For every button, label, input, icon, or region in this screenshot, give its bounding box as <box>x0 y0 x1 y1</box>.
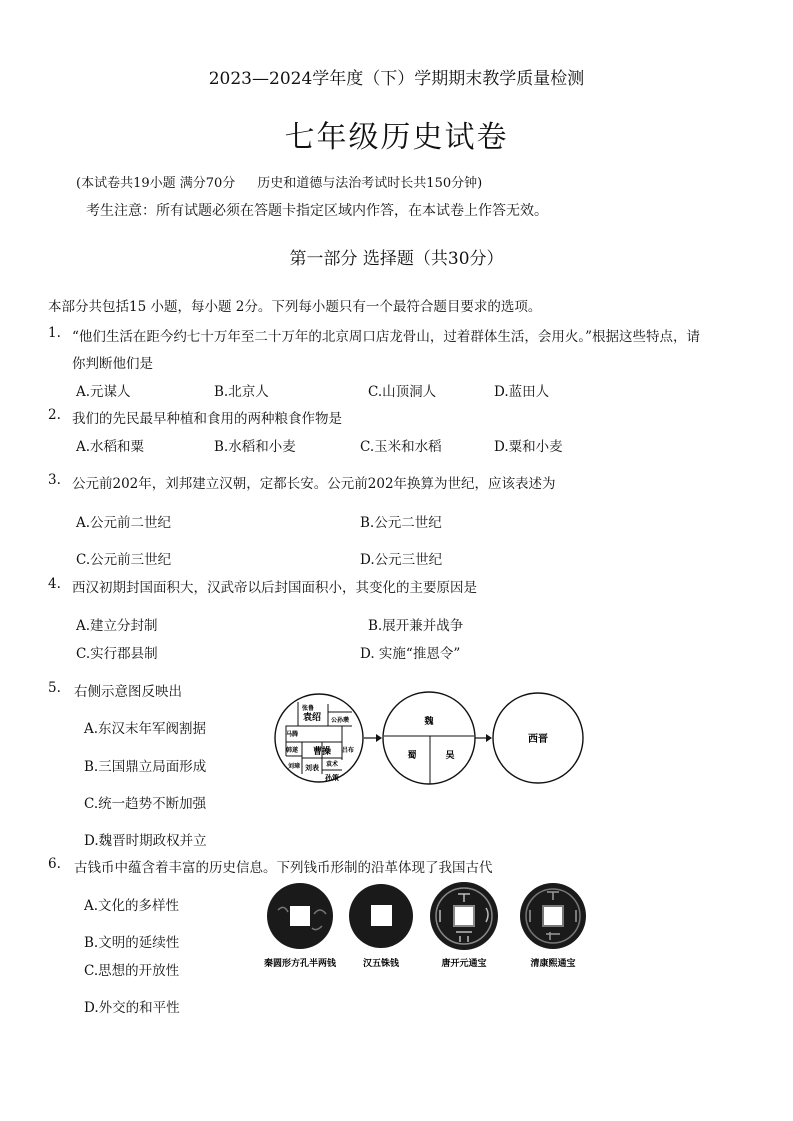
diagram-label: 袁术 <box>325 761 339 768</box>
diagram-label: 袁绍 <box>302 713 322 723</box>
exam-notice: 考生注意：所有试题必须在答题卡指定区域内作答，在本试卷上作答无效。 <box>86 203 548 219</box>
exam-info <box>76 172 482 191</box>
option-b[interactable]: B.展开兼并战争 <box>368 618 464 634</box>
diagram-label: 韩遂 <box>285 747 299 754</box>
qin-banliang-coin-icon <box>267 883 333 949</box>
option-a[interactable]: A.东汉末年军阀割据 <box>84 721 207 737</box>
question-text: 我们的先民最早种植和食用的两种粮食作物是 <box>72 411 342 427</box>
diagram-label: 吕布 <box>341 747 355 754</box>
diagram-label: 刘璋 <box>287 763 301 770</box>
option-d[interactable]: D.魏晋时期政权并立 <box>84 833 207 849</box>
question-text: 公元前202年，刘邦建立汉朝，定都长安。公元前202年换算为世纪，应该表述为 <box>72 476 556 492</box>
option-d[interactable]: D. 实施“推恩令” <box>360 646 461 662</box>
exam-subtitle: 2023—2024学年度（下）学期期末教学质量检测 <box>208 69 585 89</box>
option-b[interactable]: B.水稻和小麦 <box>214 439 296 455</box>
option-d[interactable]: D.粟和小麦 <box>494 439 563 455</box>
option-c[interactable]: C.统一趋势不断加强 <box>84 796 207 812</box>
option-d[interactable]: D.蓝田人 <box>494 384 550 400</box>
option-a[interactable]: A.元谋人 <box>76 384 131 400</box>
option-d[interactable]: D.公元三世纪 <box>360 552 443 568</box>
option-a[interactable]: A.水稻和粟 <box>76 439 145 455</box>
question-number: 4. <box>48 576 61 592</box>
option-b[interactable]: B.文明的延续性 <box>84 935 180 951</box>
section-intro: 本部分共包括15 小题，每小题 2分。下列每小题只有一个最符合题目要求的选项。 <box>48 299 542 315</box>
option-d[interactable]: D.外交的和平性 <box>84 1000 180 1016</box>
question-text: 西汉初期封国面积大，汉武帝以后封国面积小，其变化的主要原因是 <box>72 580 477 596</box>
question-number: 1. <box>48 325 61 341</box>
option-b[interactable]: B.北京人 <box>214 384 269 400</box>
question-text: “他们生活在距今约七十万年至二十万年的北京周口店龙骨山，过着群体生活，会用火。”根据这些特点，请 <box>72 329 701 345</box>
qing-kangxi-coin-icon <box>520 883 586 949</box>
han-wuzhu-coin-icon <box>349 884 413 948</box>
option-a[interactable]: A.建立分封制 <box>76 618 158 634</box>
exam-info-count-score: (本试卷共19小题 满分70分 <box>76 176 236 191</box>
option-c[interactable]: C.山顶洞人 <box>368 384 437 400</box>
tang-kaiyuan-coin-icon <box>430 882 498 950</box>
option-c[interactable]: C.思想的开放性 <box>84 963 180 979</box>
diagram-label: 马腾 <box>285 731 299 738</box>
three-kingdoms-diagram <box>272 690 592 790</box>
option-c[interactable]: C.玉米和水稻 <box>360 439 442 455</box>
three-kingdoms-circle <box>383 692 475 784</box>
diagram-label: 公孙瓒 <box>330 717 350 724</box>
exam-info-duration: 历史和道德与法治考试时长共150分钟) <box>257 176 483 191</box>
diagram-label: 魏 <box>424 717 434 727</box>
exam-title: 七年级历史试卷 <box>284 120 509 155</box>
diagram-label: 张鲁 <box>301 705 315 712</box>
question-number: 2. <box>48 407 61 423</box>
warlords-circle <box>275 694 363 782</box>
question-number: 5. <box>48 680 61 696</box>
diagram-label: 蜀 <box>407 751 417 761</box>
question-number: 6. <box>48 856 61 872</box>
coin-caption: 唐开元通宝 <box>441 959 487 969</box>
option-b[interactable]: B.公元二世纪 <box>360 515 442 531</box>
arrow-icon <box>475 734 492 742</box>
option-a[interactable]: A.公元前二世纪 <box>76 515 172 531</box>
question-text: 你判断他们是 <box>72 356 153 372</box>
diagram-label: 曹操 <box>312 747 332 757</box>
option-a[interactable]: A.文化的多样性 <box>84 898 180 914</box>
arrow-icon <box>364 734 382 742</box>
question-number: 3. <box>48 472 61 488</box>
option-b[interactable]: B.三国鼎立局面形成 <box>84 759 207 775</box>
section-title: 第一部分 选择题（共30分） <box>289 249 504 269</box>
coin-caption: 秦圆形方孔半两钱 <box>263 959 337 969</box>
diagram-label: 西晋 <box>528 734 548 745</box>
option-c[interactable]: C.公元前三世纪 <box>76 552 172 568</box>
question-text: 右侧示意图反映出 <box>74 684 182 700</box>
ancient-coins-figure <box>250 880 600 972</box>
western-jin-circle <box>493 693 583 783</box>
question-text: 古钱币中蕴含着丰富的历史信息。下列钱币形制的沿革体现了我国古代 <box>74 860 493 876</box>
coin-caption: 清康熙通宝 <box>530 959 576 969</box>
option-c[interactable]: C.实行郡县制 <box>76 646 158 662</box>
coin-caption: 汉五铢钱 <box>362 959 400 969</box>
diagram-label: 刘表 <box>305 763 319 772</box>
diagram-label: 吴 <box>445 751 455 761</box>
diagram-label: 孙策 <box>325 773 339 782</box>
